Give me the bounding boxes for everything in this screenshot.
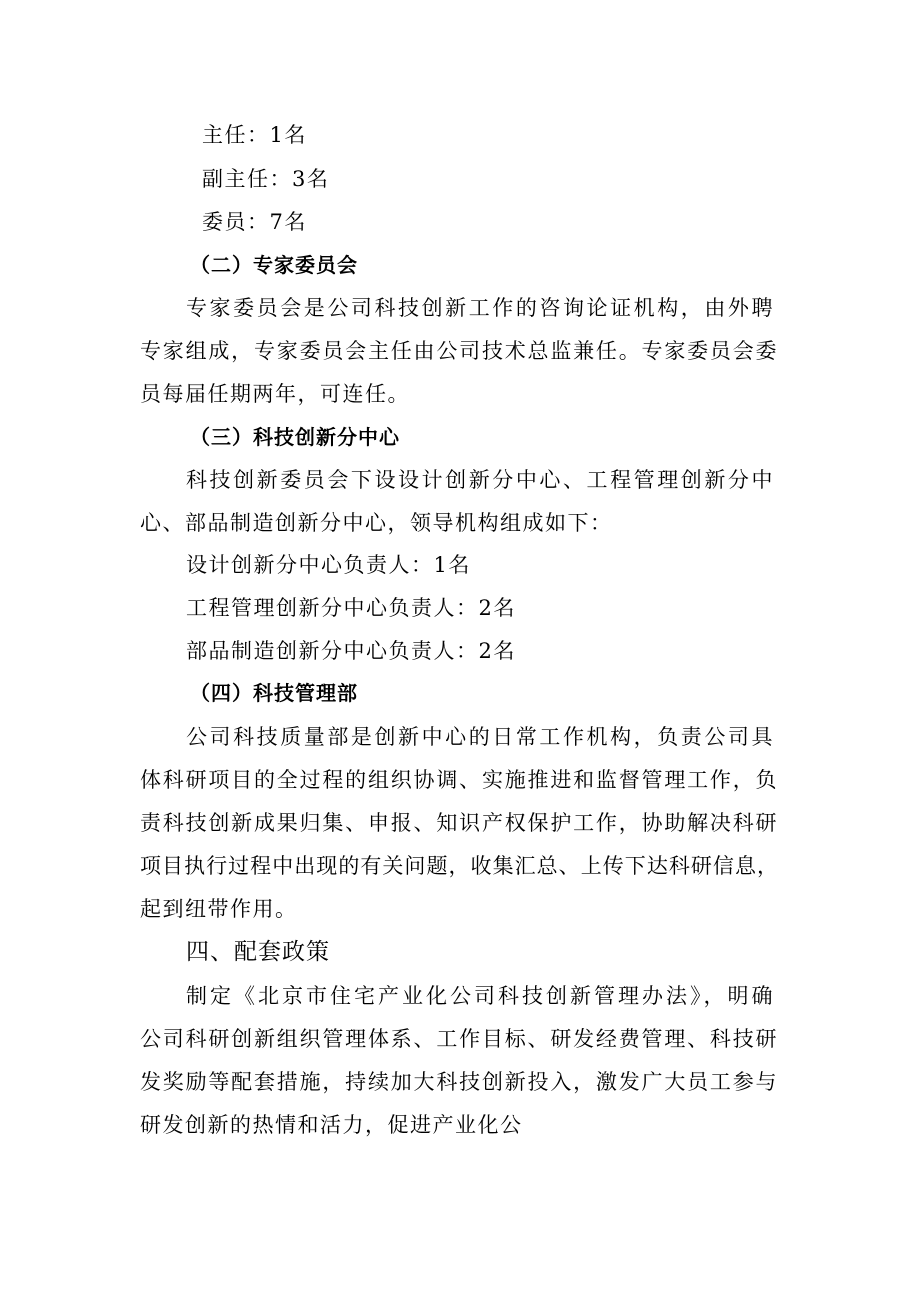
paragraph-line: 体科研项目的全过程的组织协调、实施推进和监督管理工作，负 (140, 768, 778, 792)
member-line-member: 委员：7名 (202, 210, 307, 234)
paragraph-line: 专家组成，专家委员会主任由公司技术总监兼任。专家委员会委 (140, 339, 778, 363)
heading-supporting-policies: 四、配套政策 (186, 939, 330, 965)
paragraph-line: 公司科技质量部是创新中心的日常工作机构，负责公司具 (186, 725, 774, 749)
paragraph-line: 责科技创新成果归集、申报、知识产权保护工作，协助解决科研 (140, 811, 778, 835)
paragraph-line: 制定《北京市住宅产业化公司科技创新管理办法》，明确 (186, 984, 774, 1008)
heading-expert-committee: （二）专家委员会 (190, 253, 358, 277)
leader-line-design: 设计创新分中心负责人：1名 (186, 553, 471, 577)
paragraph-line: 专家委员会是公司科技创新工作的咨询论证机构，由外聘 (186, 296, 774, 320)
leader-line-manufacturing: 部品制造创新分中心负责人：2名 (186, 639, 516, 663)
paragraph-line: 公司科研创新组织管理体系、工作目标、研发经费管理、科技研 (140, 1027, 778, 1051)
paragraph-line: 项目执行过程中出现的有关问题，收集汇总、上传下达科研信息， (140, 854, 778, 878)
heading-tech-management: （四）科技管理部 (190, 681, 358, 705)
leader-line-engineering: 工程管理创新分中心负责人：2名 (186, 596, 516, 620)
paragraph-line: 员每届任期两年，可连任。 (140, 382, 410, 406)
paragraph-line: 科技创新委员会下设设计创新分中心、工程管理创新分中 (186, 468, 774, 492)
heading-innovation-subcenter: （三）科技创新分中心 (190, 425, 400, 449)
paragraph-line: 研发创新的热情和活力，促进产业化公 (140, 1113, 523, 1137)
member-line-deputy-director: 副主任：3名 (202, 167, 330, 191)
paragraph-line: 心、部品制造创新分中心，领导机构组成如下： (140, 511, 613, 535)
paragraph-line: 起到纽带作用。 (140, 897, 298, 921)
paragraph-line: 发奖励等配套措施，持续加大科技创新投入，激发广大员工参与 (140, 1070, 778, 1094)
member-line-director: 主任：1名 (202, 123, 307, 147)
